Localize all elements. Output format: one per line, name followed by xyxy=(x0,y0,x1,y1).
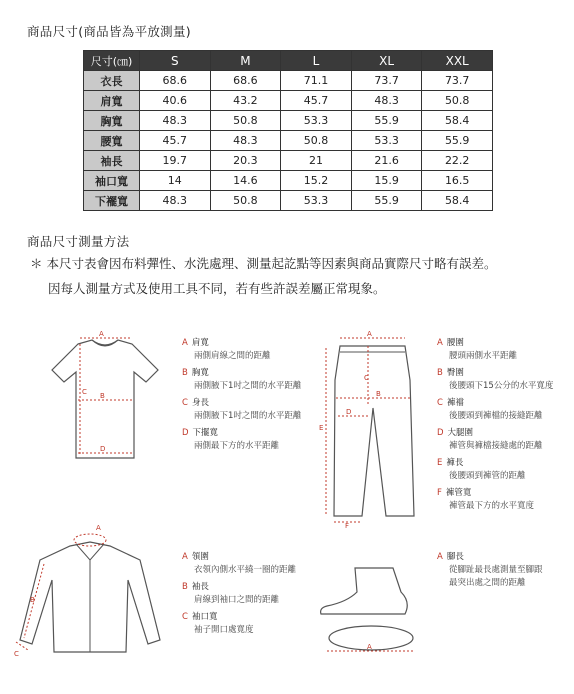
size-value: 45.7 xyxy=(140,131,211,151)
size-value: 48.3 xyxy=(140,111,211,131)
size-value: 48.3 xyxy=(210,131,281,151)
legend-item xyxy=(437,397,569,423)
legend-key: A xyxy=(437,338,443,348)
row-label: 腰寬 xyxy=(84,131,140,151)
legend-item xyxy=(437,427,569,453)
size-value: 43.2 xyxy=(210,91,281,111)
svg-text:A: A xyxy=(96,524,101,532)
legend-item xyxy=(437,551,569,590)
legend-name: 褲長 xyxy=(446,458,464,468)
size-value: 45.7 xyxy=(281,91,352,111)
legend-key: D xyxy=(182,428,189,438)
legend-desc: 褲管最下方的水平寬度 xyxy=(449,501,535,511)
foot-diagram xyxy=(315,558,425,663)
size-value: 14.6 xyxy=(210,171,281,191)
svg-text:A: A xyxy=(367,330,372,338)
size-value: 68.6 xyxy=(140,71,211,91)
legend-key: D xyxy=(437,428,444,438)
svg-text:B: B xyxy=(376,390,381,398)
foot-legend xyxy=(437,551,569,594)
tshirt-legend xyxy=(182,337,302,457)
size-value: 50.8 xyxy=(210,191,281,211)
legend-key: A xyxy=(437,552,443,562)
legend-name: 袖口寬 xyxy=(191,612,218,622)
legend-item xyxy=(182,611,307,637)
note-bullet: ＊ xyxy=(30,256,43,271)
legend-desc: 腰頭兩側水平距離 xyxy=(449,351,518,361)
legend-desc: 最突出處之間的距離 xyxy=(449,578,526,588)
size-value: 55.9 xyxy=(422,131,493,151)
svg-text:B: B xyxy=(30,596,35,604)
legend-desc: 兩側腋下1吋之間的水平距離 xyxy=(194,411,302,421)
table-row xyxy=(84,91,493,111)
legend-desc: 肩線到袖口之間的距離 xyxy=(194,595,280,605)
legend-item xyxy=(182,427,302,453)
size-value: 55.9 xyxy=(351,191,422,211)
svg-text:E: E xyxy=(319,424,324,432)
size-value: 16.5 xyxy=(422,171,493,191)
legend-item xyxy=(182,337,302,363)
row-label: 胸寬 xyxy=(84,111,140,131)
size-value: 53.3 xyxy=(351,131,422,151)
svg-text:A: A xyxy=(367,643,372,651)
row-label: 衣長 xyxy=(84,71,140,91)
row-label: 下襬寬 xyxy=(84,191,140,211)
size-value: 48.3 xyxy=(351,91,422,111)
legend-name: 下擺寬 xyxy=(192,428,219,438)
size-header-row xyxy=(84,51,493,71)
size-value: 58.4 xyxy=(422,111,493,131)
svg-text:B: B xyxy=(100,392,105,400)
row-label: 袖口寬 xyxy=(84,171,140,191)
svg-text:D: D xyxy=(100,445,106,453)
legend-key: C xyxy=(182,398,188,408)
legend-item xyxy=(182,551,307,577)
legend-name: 領圍 xyxy=(191,552,209,562)
legend-name: 大腿圍 xyxy=(447,428,474,438)
legend-name: 腳長 xyxy=(446,552,464,562)
pants-legend xyxy=(437,337,569,517)
legend-name: 褲襠 xyxy=(446,398,464,408)
note-line-1 xyxy=(30,251,497,277)
legend-item xyxy=(182,367,302,393)
legend-desc: 兩側腋下1吋之間的水平距離 xyxy=(194,381,302,391)
legend-name: 腰圍 xyxy=(446,338,464,348)
section-title-size: 商品尺寸(商品皆為平放測量) xyxy=(27,24,191,39)
legend-desc: 後腰頭到褲管的距離 xyxy=(449,471,526,481)
legend-key: B xyxy=(182,368,188,378)
legend-desc: 後腰頭下15公分的水平寬度 xyxy=(449,381,554,391)
legend-key: B xyxy=(437,368,443,378)
size-col: XXL xyxy=(422,51,493,71)
svg-text:F: F xyxy=(345,522,350,530)
legend-key: B xyxy=(182,582,188,592)
size-value: 48.3 xyxy=(140,191,211,211)
size-value: 20.3 xyxy=(210,151,281,171)
size-col: S xyxy=(140,51,211,71)
size-value: 15.2 xyxy=(281,171,352,191)
section-title-method: 商品尺寸測量方法 xyxy=(27,234,130,249)
table-row xyxy=(84,171,493,191)
legend-name: 褲管寬 xyxy=(445,488,472,498)
legend-item xyxy=(182,581,307,607)
legend-desc: 兩側肩線之間的距離 xyxy=(194,351,271,361)
size-value: 50.8 xyxy=(281,131,352,151)
size-value: 21 xyxy=(281,151,352,171)
legend-key: A xyxy=(182,338,188,348)
size-value: 15.9 xyxy=(351,171,422,191)
size-value: 55.9 xyxy=(351,111,422,131)
size-value: 73.7 xyxy=(351,71,422,91)
size-col: XL xyxy=(351,51,422,71)
size-col: L xyxy=(281,51,352,71)
row-label: 袖長 xyxy=(84,151,140,171)
svg-text:A: A xyxy=(99,330,104,338)
legend-key: C xyxy=(437,398,443,408)
tshirt-diagram xyxy=(30,330,180,470)
corner-cell: 尺寸(㎝) xyxy=(84,51,140,71)
legend-name: 肩寬 xyxy=(191,338,209,348)
size-value: 68.6 xyxy=(210,71,281,91)
size-value: 71.1 xyxy=(281,71,352,91)
svg-text:C: C xyxy=(14,650,19,658)
size-value: 50.8 xyxy=(422,91,493,111)
table-row xyxy=(84,151,493,171)
size-value: 14 xyxy=(140,171,211,191)
size-table xyxy=(83,50,493,211)
legend-item xyxy=(437,457,569,483)
svg-text:C: C xyxy=(364,374,369,382)
legend-item xyxy=(437,487,569,513)
legend-name: 胸寬 xyxy=(191,368,209,378)
legend-name: 臀圍 xyxy=(446,368,464,378)
table-row xyxy=(84,191,493,211)
legend-key: F xyxy=(437,488,442,498)
table-row xyxy=(84,131,493,151)
size-col: M xyxy=(210,51,281,71)
legend-desc: 衣領內側水平繞一圈的距離 xyxy=(194,565,297,575)
legend-item xyxy=(437,337,569,363)
legend-name: 身長 xyxy=(191,398,209,408)
shirt-diagram xyxy=(10,520,170,660)
legend-key: E xyxy=(437,458,443,468)
note-text-1: 本尺寸表會因布料彈性、水洗處理、測量起訖點等因素與商品實際尺寸略有誤差。 xyxy=(46,256,497,271)
size-value: 40.6 xyxy=(140,91,211,111)
size-value: 50.8 xyxy=(210,111,281,131)
note-text-2: 因每人測量方式及使用工具不同，若有些許誤差屬正常現象。 xyxy=(48,281,386,296)
size-value: 19.7 xyxy=(140,151,211,171)
svg-text:D: D xyxy=(346,408,352,416)
size-value: 21.6 xyxy=(351,151,422,171)
table-row xyxy=(84,71,493,91)
size-value: 53.3 xyxy=(281,191,352,211)
legend-desc: 後腰頭到褲檔的接縫距離 xyxy=(449,411,543,421)
svg-text:C: C xyxy=(82,388,87,396)
legend-key: A xyxy=(182,552,188,562)
legend-desc: 兩側最下方的水平距離 xyxy=(194,441,280,451)
size-value: 73.7 xyxy=(422,71,493,91)
legend-desc: 褲管與褲檔接縫處的距離 xyxy=(449,441,543,451)
legend-item xyxy=(182,397,302,423)
legend-item xyxy=(437,367,569,393)
size-value: 53.3 xyxy=(281,111,352,131)
pants-diagram xyxy=(310,330,430,530)
size-value: 58.4 xyxy=(422,191,493,211)
legend-key: C xyxy=(182,612,188,622)
legend-desc: 袖子開口處寬度 xyxy=(194,625,254,635)
shirt-legend xyxy=(182,551,307,641)
table-row xyxy=(84,111,493,131)
legend-name: 袖長 xyxy=(191,582,209,592)
row-label: 肩寬 xyxy=(84,91,140,111)
size-value: 22.2 xyxy=(422,151,493,171)
legend-desc: 從腳趾最長處測量至腳跟 xyxy=(449,565,543,575)
